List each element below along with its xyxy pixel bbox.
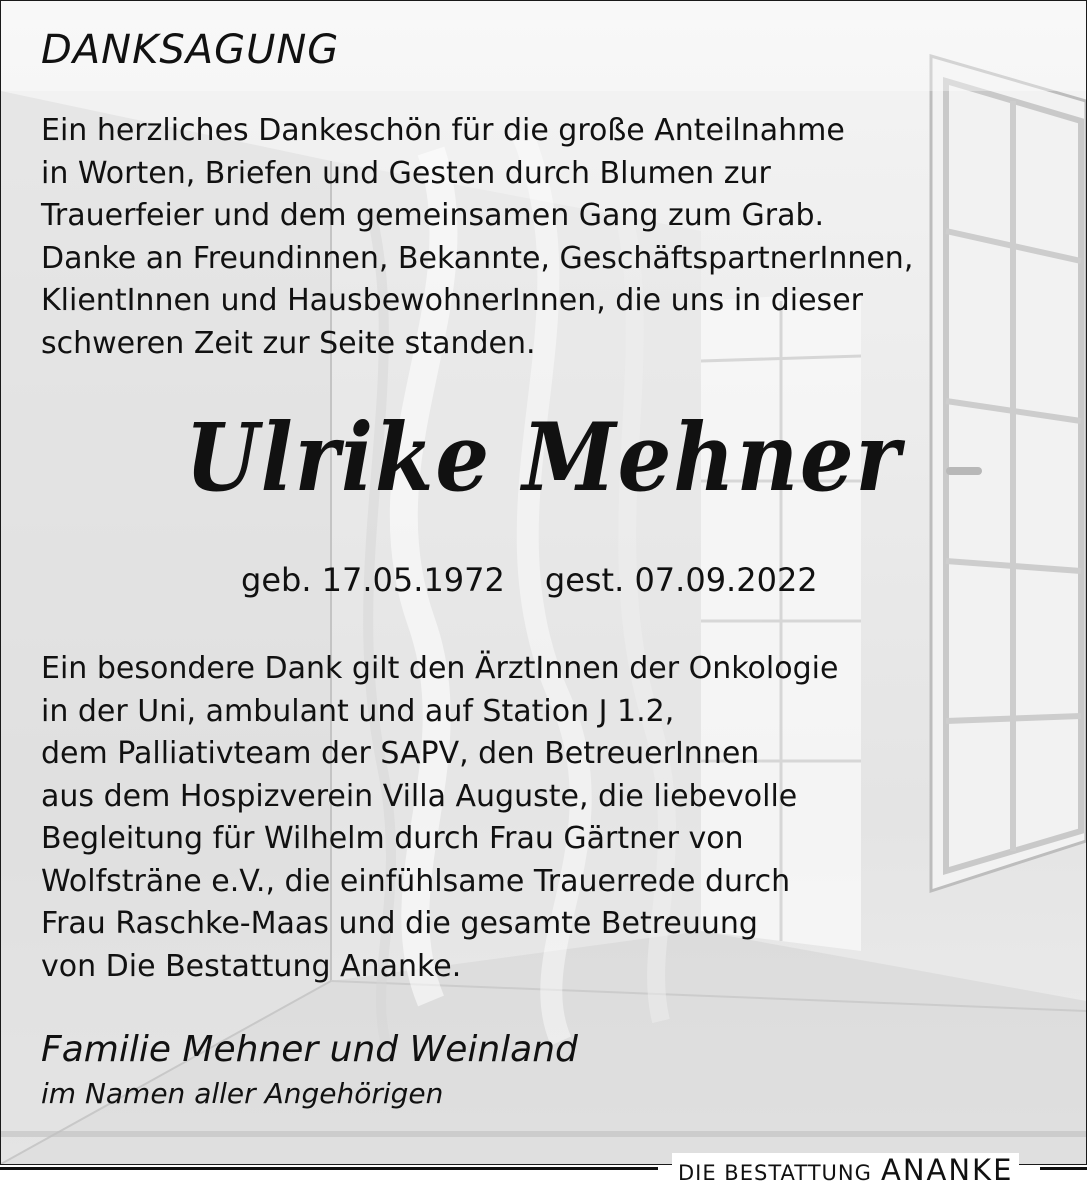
thanks-line: Ein besondere Dank gilt den ÄrztInnen der Onkologie [41,651,839,686]
intro-line: Danke an Freundinnen, Bekannte, GeschäftspartnerInnen, [41,240,914,276]
thanks-line: dem Palliativteam der SAPV, den BetreuerInnen [41,736,760,771]
life-dates [241,561,818,599]
funeral-home-brand [672,1153,1019,1187]
signature-subline: im Namen aller Angehörigen [41,1077,444,1110]
thanks-line: in der Uni, ambulant und auf Station J 1.2, [41,693,675,729]
footer-rule-right [1040,1167,1087,1170]
intro-paragraph [41,110,913,365]
thanks-line: Wolfsträne e.V., die einfühlsame Trauerrede durch [41,863,791,899]
notice-heading: DANKSAGUNG [41,27,340,73]
footer-rule-left [0,1167,658,1170]
thanks-line: Frau Raschke-Maas und die gesamte Betreuung [41,906,758,941]
thanks-line: von Die Bestattung Ananke. [41,948,462,984]
intro-line: Ein herzliches Dankeschön für die große Anteilnahme [41,113,845,148]
deceased-name: Ulrike Mehner [185,403,902,513]
brand-prefix: DIE BESTATTUNG [678,1161,872,1185]
death-date: gest. 07.09.2022 [544,561,818,599]
brand-name: ANANKE [880,1153,1014,1187]
thanks-paragraph [41,648,838,988]
thanks-line: Begleitung für Wilhelm durch Frau Gärtner von [41,821,744,856]
family-signature: Familie Mehner und Weinland [41,1029,578,1070]
intro-line: Trauerfeier und dem gemeinsamen Gang zum Grab. [41,198,825,233]
birth-date: geb. 17.05.1972 [241,561,505,599]
intro-line: KlientInnen und HausbewohnerInnen, die uns in dieser [41,283,863,318]
intro-line: schweren Zeit zur Seite standen. [41,325,536,361]
thanks-line: aus dem Hospizverein Villa Auguste, die liebevolle [41,778,798,814]
intro-line: in Worten, Briefen und Gesten durch Blumen zur [41,155,771,191]
